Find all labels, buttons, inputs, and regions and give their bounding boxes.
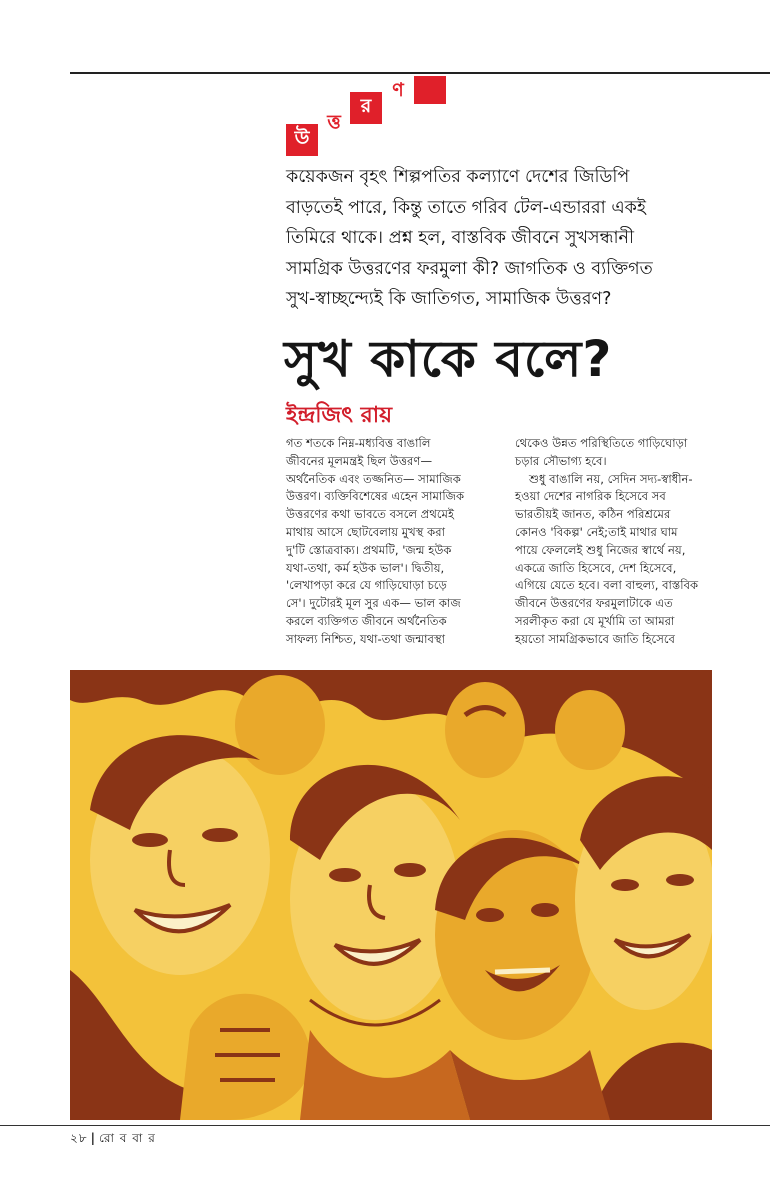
intro-line: সামগ্রিক উত্তরণের ফরমুলা কী? জাগতিক ও ব্যক্তিগত — [286, 258, 653, 279]
body-column-2 — [515, 435, 737, 649]
body-line: যথা-তথা, কর্ম হউক ভাল'। দ্বিতীয়, — [286, 560, 445, 575]
body-line: একত্রে জাতি হিসেবে, দেশ হিসেবে, — [515, 560, 677, 575]
body-line: থেকেও উন্নত পরিস্থিতিতে গাড়িঘোড়া — [515, 436, 688, 450]
intro-deck — [286, 162, 666, 315]
section-label-letter-1: উ — [286, 124, 318, 156]
page-number: ২৮ — [70, 1131, 88, 1145]
body-line: হওয়া দেশের নাগরিক হিসেবে সব — [515, 489, 666, 504]
footer-divider: | — [90, 1131, 96, 1145]
magazine-name: রো ব বা র — [98, 1131, 156, 1145]
body-line: কোনও 'বিকল্প' নেই;তাই মাথার ঘাম — [515, 524, 678, 539]
section-label-letter-2: ত্ত — [318, 108, 350, 140]
intro-line: সুখ-স্বাচ্ছন্দ্যেই কি জাতিগত, সামাজিক উত্তরণ? — [286, 289, 612, 309]
body-line: ভারতীয়ই জানত, কঠিন পরিশ্রমের — [515, 507, 671, 522]
smiling-children-photo — [70, 670, 712, 1120]
body-line: অর্থনৈতিক এবং তজ্জনিত— সামাজিক — [286, 471, 461, 486]
body-line: শুধু বাঙালি নয়, সেদিন সদ্য-স্বাধীন- — [529, 471, 693, 486]
section-label-block — [414, 76, 446, 104]
body-line: উত্তরণ। ব্যক্তিবিশেষের এহেন সামাজিক — [286, 489, 465, 504]
photo-illustration — [70, 670, 712, 1120]
body-line: জীবনের মূলমন্ত্রই ছিল উত্তরণ— — [286, 453, 433, 468]
body-line: গত শতকে নিম্ন-মধ্যবিত্ত বাঙালি — [286, 436, 431, 450]
body-line: জীবনে উত্তরণের ফরমুলাটাকে এত — [515, 596, 673, 611]
body-line: উত্তরণের কথা ভাবতে বসলে প্রথমেই — [286, 507, 454, 522]
section-label-letter-3: র — [350, 92, 382, 124]
article-headline: সুখ কাকে বলে? — [284, 330, 613, 388]
body-line: চড়ার সৌভাগ্য হবে। — [515, 453, 607, 468]
body-line: হয়তো সামগ্রিকভাবে জাতি হিসেবে — [515, 631, 675, 646]
body-line: এগিয়ে যেতে হবে। বলা বাহুল্য, বাস্তবিক — [515, 578, 699, 593]
bottom-rule — [0, 1125, 770, 1126]
body-line: করলে ব্যক্তিগত জীবনে অর্থনৈতিক — [286, 613, 447, 628]
body-line: দু'টি স্তোত্রবাক্য। প্রথমটি, 'জন্ম হউক — [286, 542, 452, 557]
page-footer — [70, 1130, 156, 1150]
body-line: মাথায় আসে ছোটবেলায় মুখস্থ করা — [286, 524, 446, 539]
top-rule — [70, 72, 770, 74]
intro-line: কয়েকজন বৃহৎ শিল্পপতির কল্যাণে দেশের জিডিপি — [286, 167, 630, 187]
body-line: সে'। দুটোরই মূল সুর এক— ভাল কাজ — [286, 596, 461, 611]
intro-line: বাড়তেই পারে, কিন্তু তাতে গরিব টেল-এন্ডাররা একই — [286, 197, 646, 218]
intro-line: তিমিরে থাকে। প্রশ্ন হল, বাস্তবিক জীবনে সুখসন্ধানী — [286, 228, 634, 248]
body-line: সরলীকৃত করা যে মূর্খামি তা আমরা — [515, 613, 675, 628]
body-line: সাফল্য নিশ্চিত, যথা-তথা জন্মাবস্থা — [286, 631, 445, 646]
body-column-1 — [286, 435, 502, 649]
section-label-letter-4: ণ — [382, 76, 414, 108]
body-line: পায়ে ফেললেই শুধু নিজের স্বার্থে নয়, — [515, 542, 686, 557]
author-byline: ইন্দ্রজিৎ রায় — [286, 403, 393, 428]
body-line: 'লেখাপড়া করে যে গাড়িঘোড়া চড়ে — [286, 578, 447, 593]
